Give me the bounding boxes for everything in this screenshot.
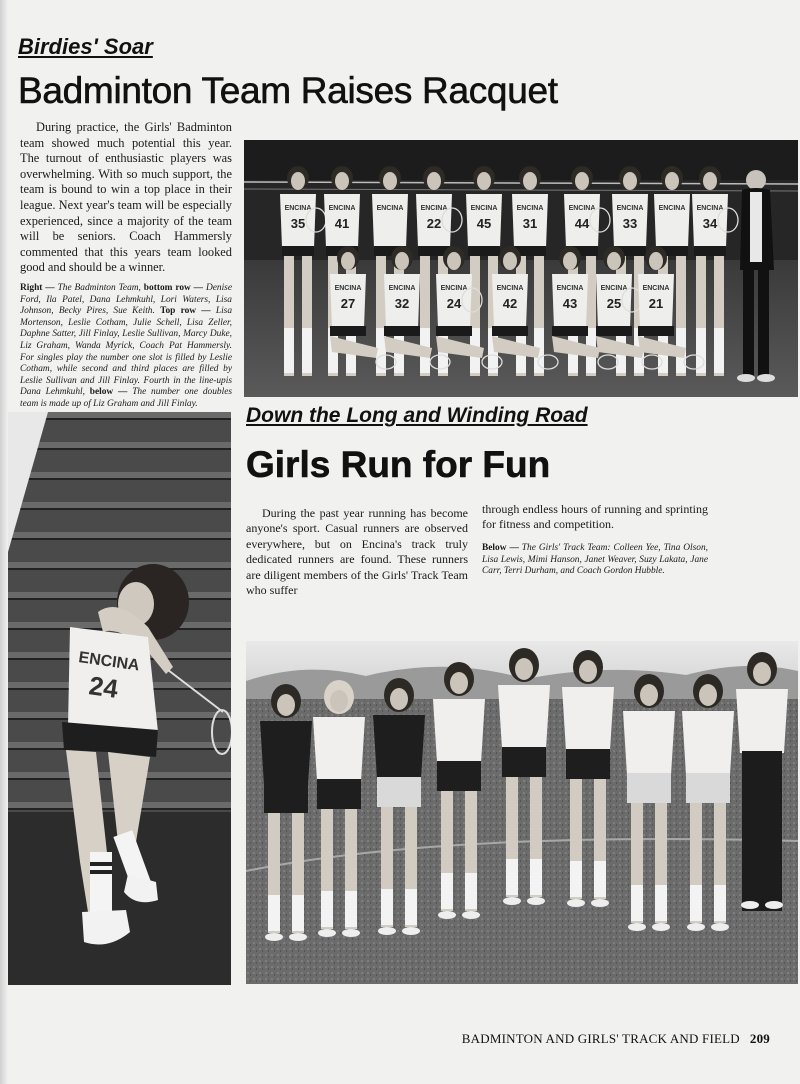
caption-label: Top row — — [160, 306, 216, 317]
jersey-school: ENCINA — [568, 205, 596, 212]
jersey-school: ENCINA — [556, 285, 584, 292]
jersey-school: ENCINA — [696, 205, 724, 212]
jersey-school: ENCINA — [440, 285, 468, 292]
jersey-number: 24 — [446, 296, 462, 311]
caption-text: The number one doubles team is made up of Liz Graham and Jill Finlay. — [20, 387, 233, 409]
jersey-school: ENCINA — [642, 285, 670, 292]
track-team-photo — [246, 641, 798, 984]
article2-headline: Girls Run for Fun — [246, 444, 551, 485]
caption-text: The Badminton Team, — [57, 283, 144, 293]
jersey-number: 45 — [476, 216, 492, 231]
jersey-number: 41 — [334, 216, 350, 231]
jersey-school: ENCINA — [388, 285, 416, 292]
jersey-school: ENCINA — [328, 205, 356, 212]
badminton-team-photo — [244, 140, 798, 397]
jersey-school: ENCINA — [658, 205, 686, 212]
caption-label: Below — — [482, 543, 522, 553]
caption-text: The Girls' Track Team: Colleen Yee, Tina Olson, Lisa Lewis, Mimi Hanson, Janet Weaver, Suzy Lakata, Jane Carr, Terri Durham, and Coach Gordon Hubble. — [482, 543, 708, 577]
jersey-school: ENCINA — [616, 205, 644, 212]
caption-text: Denise Ford, Ila Patel, Dana Lehmkuhl, Lori Waters, Lisa Johnson, Becky Pires, Sue Keith. — [20, 283, 232, 317]
caption-label: below — — [89, 387, 133, 398]
page-number: 209 — [749, 1031, 770, 1046]
jersey-number: 22 — [426, 216, 442, 231]
jersey-school: ENCINA — [516, 205, 544, 212]
jersey-number: 42 — [502, 296, 518, 311]
caption-label: bottom row — — [143, 283, 206, 293]
caption-label: Right — — [20, 283, 58, 293]
jersey-number: 31 — [522, 216, 538, 231]
jersey-number: 34 — [702, 216, 718, 231]
jersey-school: ENCINA — [284, 205, 312, 212]
article2-body-col2: through endless hours of running and sprinting for fitness and competition. — [482, 502, 708, 532]
article1-body: During practice, the Girls' Badminton team showed much potential this year. The turnout of enthusiastic players was overwhelming. With so much support, the team is bound to win a top place in their league. Next year's team will be especially experienced, since a majority of the team will be seniors. Coach Hammersly commented that this years team looked good and should be a winner. — [20, 120, 232, 275]
article2-body-col1: During the past year running has become anyone's sport. Casual runners are observed everywhere, but on Encina's track truly dedicated runners are found. These runners are diligent members of the Girls' Track Team who suffer — [246, 506, 468, 598]
article1-caption — [20, 283, 232, 411]
caption-text: Lisa Mortenson, Leslie Cotham, Julie Schell, Lisa Zeller, Daphne Satter, Jill Finlay, Leslie Sullivan, Marcy Duke, Liz Graham, Wanda Myrick, Coach Pat Hammersly. For singles play the number one slot is filled by Leslie Cotham, while second and third places are filled by Leslie Sullivan and Jill Finlay. Fourth in the line-upis Dana Lehmkuhl, — [20, 306, 233, 398]
badminton-player-photo — [8, 412, 231, 985]
track-team-member — [736, 652, 788, 911]
jersey-school: ENCINA — [334, 285, 362, 292]
article2-caption — [482, 543, 708, 578]
jersey-number: 43 — [562, 296, 578, 311]
jersey-school: ENCINA — [420, 205, 448, 212]
jersey-school: ENCINA — [376, 205, 404, 212]
jersey-number: 32 — [394, 296, 410, 311]
jersey-number: 25 — [606, 296, 622, 311]
jersey-number: 21 — [648, 296, 664, 311]
article1-headline: Badminton Team Raises Racquet — [18, 70, 558, 111]
jersey-school: ENCINA — [600, 285, 628, 292]
page-footer — [462, 1031, 770, 1047]
jersey-number: 33 — [622, 216, 638, 231]
footer-section-title: BADMINTON AND GIRLS' TRACK AND FIELD — [461, 1031, 740, 1046]
jersey-number: 27 — [340, 296, 356, 311]
player-jersey-school: ENCINA — [77, 649, 141, 675]
player-jersey-number: 24 — [87, 670, 120, 704]
page-binding-shadow — [0, 0, 8, 1084]
article1-kicker: Birdies' Soar — [18, 34, 153, 59]
jersey-number: 44 — [574, 216, 590, 231]
jersey-school: ENCINA — [470, 205, 498, 212]
jersey-school: ENCINA — [496, 285, 524, 292]
article2-kicker: Down the Long and Winding Road — [246, 404, 588, 427]
jersey-number: 35 — [290, 216, 306, 231]
